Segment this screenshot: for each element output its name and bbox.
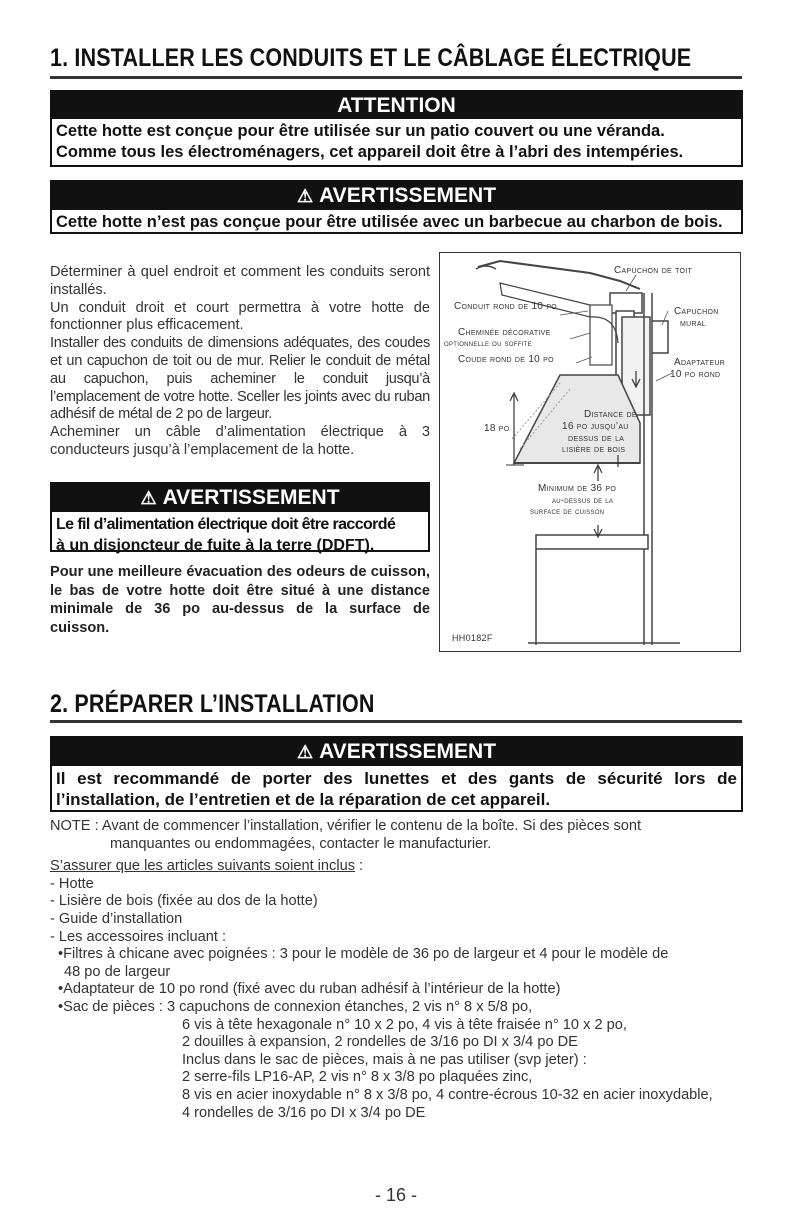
label-wall-cap-2: mural (680, 318, 707, 329)
warning-box-charcoal (50, 180, 743, 234)
installation-diagram (439, 252, 741, 652)
label-18-po: 18 po (484, 423, 510, 434)
label-minimum-3: surface de cuisson (530, 506, 605, 516)
safety-line-1: Il est recommandé de porter des lunettes et des gants de sécurité lors de (56, 769, 737, 788)
section-2-rule (50, 720, 742, 723)
section-1-rule (50, 76, 742, 79)
attention-line-1: Cette hotte est conçue pour être utilisée sur un patio couvert ou une véranda. (56, 122, 665, 140)
accessory-bag-7: 4 rondelles de 3/16 po DI x 3/4 po DE (182, 1104, 426, 1121)
label-adapter-2: 10 po rond (670, 369, 721, 380)
list-item: - Lisière de bois (fixée au dos de la hotte) (50, 893, 318, 910)
duct-instructions (50, 264, 430, 460)
paragraph-2: Un conduit droit et court permettra à votre hotte de fonctionner plus efficacement. (50, 299, 430, 334)
label-chimney-1: Cheminée décorative (458, 327, 551, 338)
included-heading: S’assurer que les articles suivants soient inclus : (50, 858, 364, 875)
attention-line-2: Comme tous les électroménagers, cet appareil doit être à l’abri des intempéries. (56, 143, 684, 161)
label-roof-cap: Capuchon de toit (614, 265, 693, 276)
warning-triangle-icon: ⚠ (296, 186, 314, 206)
label-wall-cap-1: Capuchon (674, 306, 719, 317)
attention-box (50, 90, 743, 167)
list-item: - Les accessoires incluant : (50, 928, 227, 945)
figure-reference: HH0182F (452, 633, 493, 643)
note-line-2: manquantes ou endommagées, contacter le manufacturier. (110, 835, 492, 852)
accessory-bag-4: Inclus dans le sac de pièces, mais à ne pas utiliser (svp jeter) : (182, 1051, 587, 1068)
label-chimney-2: optionnelle ou soffite (444, 338, 532, 348)
warning-text-safety (52, 766, 741, 813)
note-line-1: NOTE : Avant de commencer l’installation, vérifier le contenu de la boîte. Si des pièces sont (50, 818, 642, 834)
paragraph-1: Déterminer à quel endroit et comment les conduits seront installés. (50, 264, 430, 298)
attention-text (52, 119, 741, 166)
label-elbow: Coude rond de 10 po (458, 354, 554, 365)
label-distance-1: Distance de (584, 409, 637, 420)
label-round-duct: Conduit rond de 10 po (454, 301, 558, 312)
accessory-bag-3: 2 douilles à expansion, 2 rondelles de 3/16 po DI x 3/4 po DE (182, 1034, 578, 1051)
paragraph-3: Installer des conduits de dimensions adéquates, des coudes et un capuchon de toit ou de mur. Relier le conduit de métal au capuchon, puis acheminer le conduit jusqu’à l’emplacement de votre hotte. Sceller les joints avec du ruban adhésif de métal de 2 po de largeur. (50, 335, 430, 423)
label-distance-3: dessus de la (568, 433, 625, 444)
label-minimum-2: au-dessus de la (552, 495, 614, 505)
label-adapter-1: Adaptateur (674, 357, 726, 368)
gfci-line-2: à un disjoncteur de fuite à la terre (DDFT). (56, 537, 375, 554)
safety-line-2: l’installation, de l’entretien et de la réparation de cet appareil. (56, 790, 551, 809)
hood-height-note: Pour une meilleure évacuation des odeurs de cuisson, le bas de votre hotte doit être situé à une distance minimale de 36 po au-dessus de la surface de cuisson. (50, 564, 430, 636)
warning-header: ⚠ AVERTISSEMENT (52, 484, 428, 512)
section-2-content (50, 818, 745, 1122)
warning-box-safety (50, 736, 743, 812)
section-1-title: 1. INSTALLER LES CONDUITS ET LE CÂBLAGE ÉLECTRIQUE (50, 44, 692, 72)
warning-text-gfci (52, 512, 428, 559)
accessory-adapter: •Adaptateur de 10 po rond (fixé avec du ruban adhésif à l’intérieur de la hotte) (58, 981, 561, 998)
list-item: - Hotte (50, 875, 94, 892)
paragraph-4: Acheminer un câble d’alimentation électrique à 3 conducteurs jusqu’à l’emplacement de la hotte. (50, 424, 430, 458)
attention-header: ATTENTION (52, 92, 741, 119)
accessory-bag-5: 2 serre-fils LP16-AP, 2 vis n° 8 x 3/8 po plaquées zinc, (182, 1069, 533, 1086)
label-minimum-1: Minimum de 36 po (538, 483, 617, 494)
warning-text-charcoal: Cette hotte n’est pas conçue pour être utilisée avec un barbecue au charbon de bois. (56, 213, 723, 231)
warning-box-gfci (50, 482, 430, 552)
accessory-filters-2: 48 po de largeur (64, 963, 171, 980)
warning-header: ⚠ AVERTISSEMENT (52, 738, 741, 766)
accessory-bag-2: 6 vis à tête hexagonale n° 10 x 2 po, 4 vis à tête fraisée n° 10 x 2 po, (182, 1016, 627, 1033)
accessory-bag-1: •Sac de pièces : 3 capuchons de connexion étanches, 2 vis n° 8 x 5/8 po, (58, 998, 533, 1015)
section-2-title: 2. PRÉPARER L’INSTALLATION (50, 690, 375, 718)
gfci-line-1: Le fil d’alimentation électrique doit être raccordé (56, 516, 396, 533)
warning-triangle-icon: ⚠ (296, 742, 314, 762)
warning-triangle-icon: ⚠ (140, 488, 157, 508)
page-number: - 16 - (374, 1185, 417, 1205)
label-distance-4: lisière de bois (562, 444, 626, 455)
warning-header: ⚠ AVERTISSEMENT (52, 182, 741, 210)
label-distance-2: 16 po jusqu’au (562, 421, 629, 432)
accessory-filters-1: •Filtres à chicane avec poignées : 3 pour le modèle de 36 po de largeur et 4 pour le modèle de (58, 946, 669, 963)
list-item: - Guide d’installation (50, 910, 183, 927)
accessory-bag-6: 8 vis en acier inoxydable n° 8 x 3/8 po, 4 contre-écrous 10-32 en acier inoxydable, (182, 1086, 713, 1103)
